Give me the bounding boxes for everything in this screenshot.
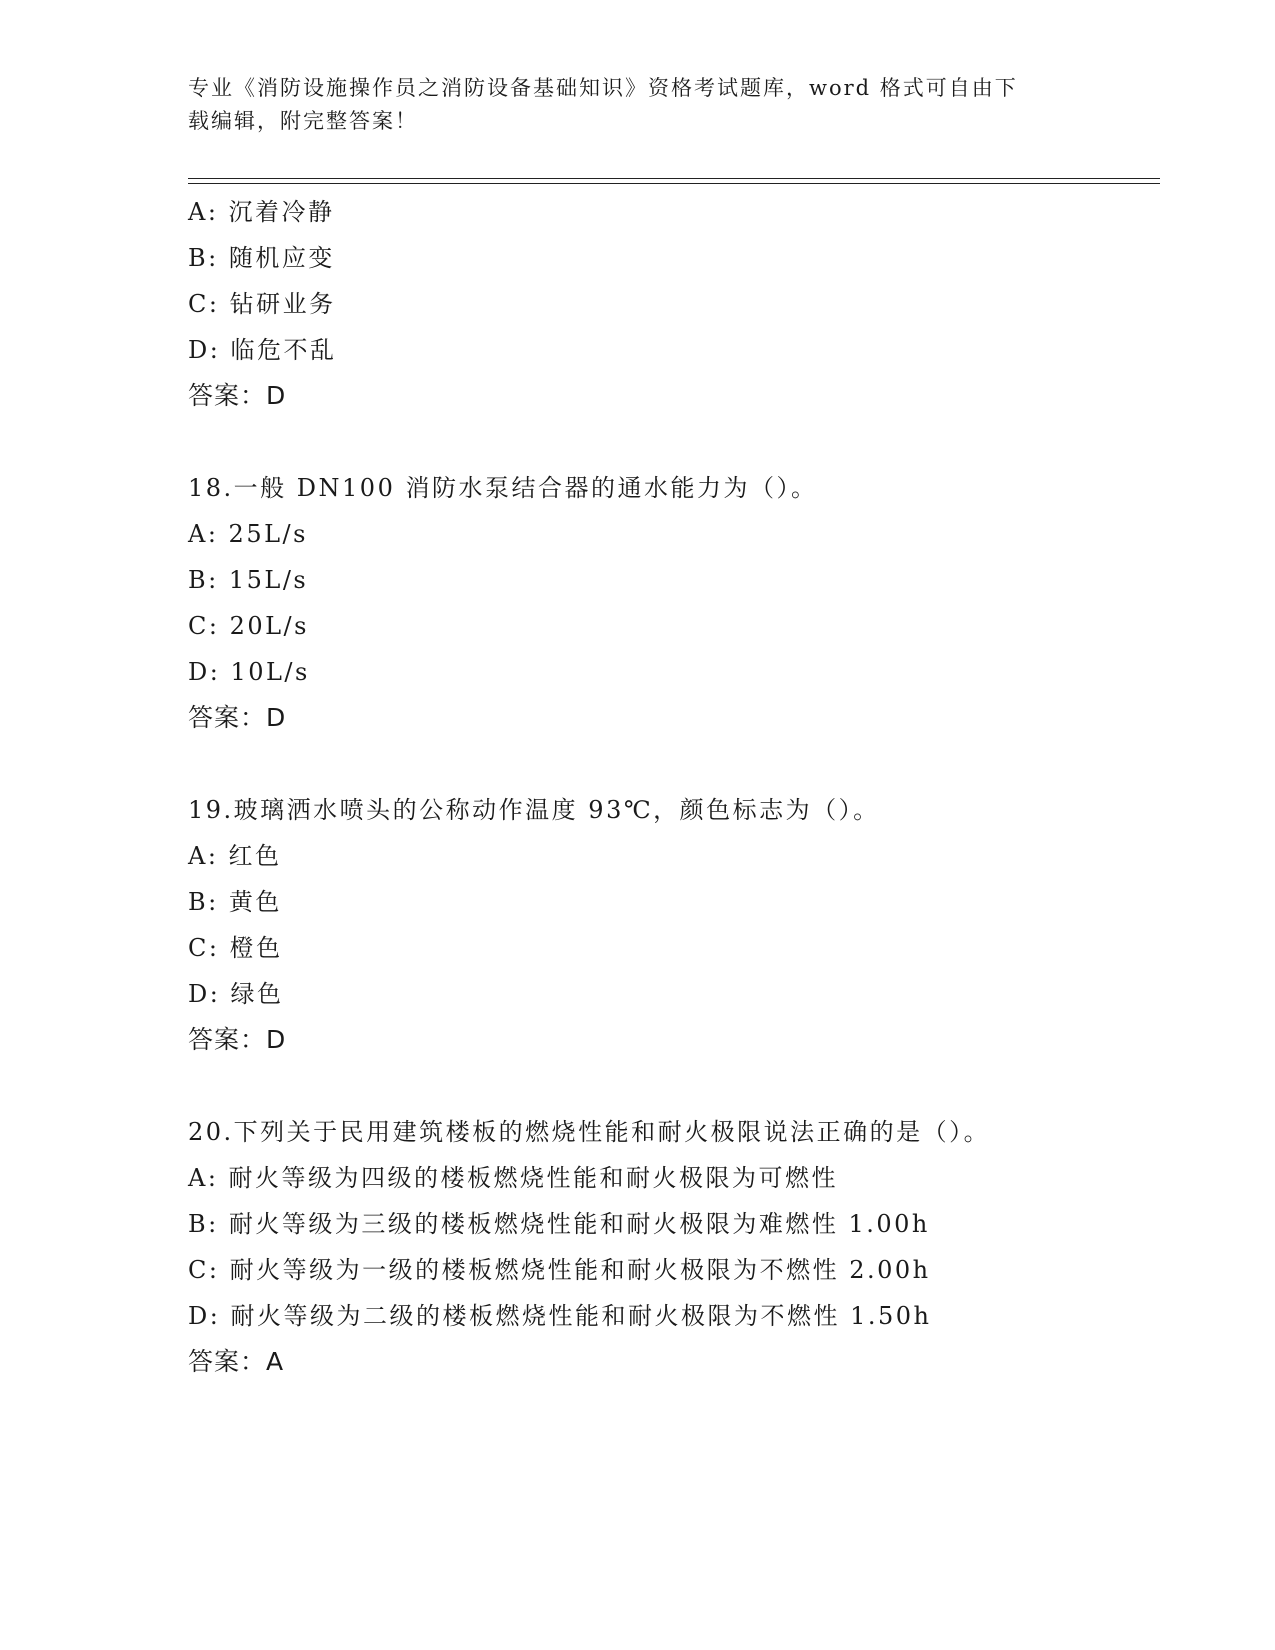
- document-header: [188, 72, 1088, 138]
- option-a: A: 沉着冷静: [188, 198, 335, 226]
- header-line-2: 载编辑，附完整答案！: [188, 109, 418, 133]
- question-20: [188, 1109, 1168, 1385]
- answer: 答案：D: [188, 703, 287, 732]
- option-a: A: 25L/s: [188, 520, 308, 548]
- option-b: B: 黄色: [188, 888, 282, 916]
- option-c: C: 20L/s: [188, 612, 309, 640]
- option-d: D: 绿色: [188, 980, 284, 1008]
- question-18: [188, 465, 1168, 741]
- header-divider-top: [188, 178, 1160, 179]
- option-c: C: 耐火等级为一级的楼板燃烧性能和耐火极限为不燃性 2.00h: [188, 1256, 931, 1284]
- answer: 答案：D: [188, 1025, 287, 1054]
- question-list: [188, 189, 1168, 1385]
- option-d: D: 临危不乱: [188, 336, 337, 364]
- question-19: [188, 787, 1168, 1063]
- option-b: B: 随机应变: [188, 244, 335, 272]
- spacer: [188, 741, 1168, 787]
- option-a: A: 红色: [188, 842, 282, 870]
- spacer: [188, 1063, 1168, 1109]
- header-line-1: 专业《消防设施操作员之消防设备基础知识》资格考试题库，word 格式可自由下: [188, 76, 1018, 100]
- question-stem: 20.下列关于民用建筑楼板的燃烧性能和耐火极限说法正确的是（）。: [188, 1118, 991, 1146]
- answer: 答案：A: [188, 1347, 285, 1376]
- question-17: [188, 189, 1168, 419]
- option-a: A: 耐火等级为四级的楼板燃烧性能和耐火极限为可燃性: [188, 1164, 839, 1192]
- spacer: [188, 419, 1168, 465]
- option-c: C: 橙色: [188, 934, 283, 962]
- header-divider-bottom: [188, 183, 1160, 184]
- question-stem: 18.一般 DN100 消防水泵结合器的通水能力为（）。: [188, 474, 818, 502]
- question-stem: 19.玻璃洒水喷头的公称动作温度 93℃，颜色标志为（）。: [188, 796, 880, 824]
- option-b: B: 耐火等级为三级的楼板燃烧性能和耐火极限为难燃性 1.00h: [188, 1210, 930, 1238]
- option-d: D: 耐火等级为二级的楼板燃烧性能和耐火极限为不燃性 1.50h: [188, 1302, 932, 1330]
- answer: 答案：D: [188, 381, 287, 410]
- option-d: D: 10L/s: [188, 658, 310, 686]
- option-c: C: 钻研业务: [188, 290, 336, 318]
- option-b: B: 15L/s: [188, 566, 309, 594]
